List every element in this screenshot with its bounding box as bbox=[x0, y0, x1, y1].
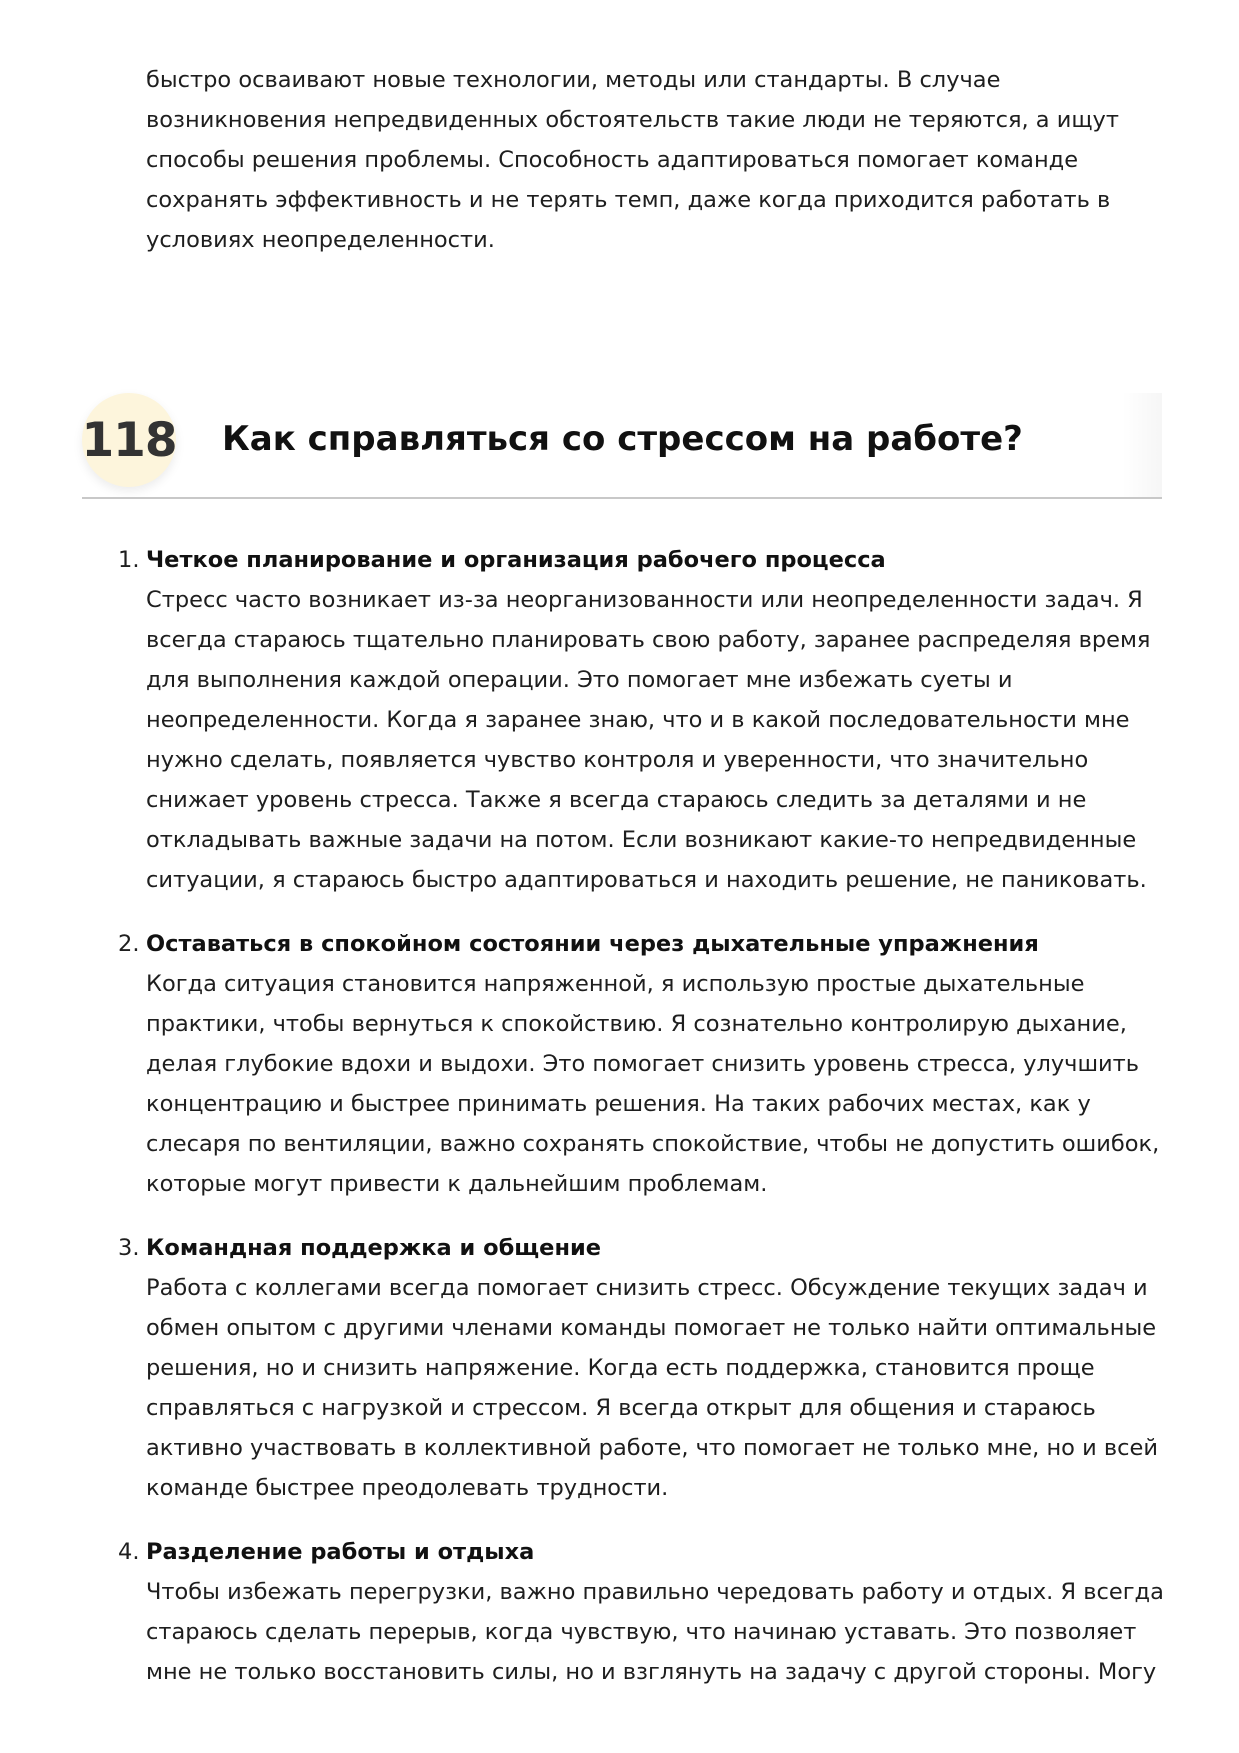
list-item-number: 2. bbox=[118, 931, 140, 957]
list-item bbox=[118, 1228, 1168, 1508]
section-header bbox=[82, 393, 1162, 501]
list-item-body: Чтобы избежать перегрузки, важно правильно чередовать работу и отдых. Я всегда стараюсь сделать перерыв, когда чувствую, что начинаю уставать. Это позволяет мне не только восстановить силы, но и взглянуть на задачу с другой стороны. Могу bbox=[146, 1579, 1164, 1685]
list-item-body: Работа с коллегами всегда помогает снизить стресс. Обсуждение текущих задач и обмен опытом с другими членами команды помогает не только найти оптимальные решения, но и снизить напряжение. Когда есть поддержка, становится проще справляться с нагрузкой и стрессом. Я всегда открыт для общения и стараюсь активно участвовать в коллективной работе, что помогает не только мне, но и всей команде быстрее преодолевать трудности. bbox=[146, 1275, 1158, 1501]
list-item bbox=[118, 1532, 1168, 1692]
list-item-heading: Разделение работы и отдыха bbox=[146, 1539, 535, 1565]
list-item-heading: Командная поддержка и общение bbox=[146, 1235, 602, 1261]
header-shadow bbox=[1122, 393, 1162, 497]
list-item-number: 4. bbox=[118, 1539, 140, 1565]
question-number-badge: 118 bbox=[82, 393, 176, 487]
list-item-heading: Оставаться в спокойном состоянии через дыхательные упражнения bbox=[146, 931, 1039, 957]
list-item bbox=[118, 540, 1168, 900]
section-title: Как справляться со стрессом на работе? bbox=[222, 419, 1023, 459]
list-item-body: Когда ситуация становится напряженной, я использую простые дыхательные практики, чтобы вернуться к спокойствию. Я сознательно контролирую дыхание, делая глубокие вдохи и выдохи. Это помогает снизить уровень стресса, улучшить концентрацию и быстрее принимать решения. На таких рабочих местах, как у слесаря по вентиляции, важно сохранять спокойствие, чтобы не допустить ошибок, которые могут привести к дальнейшим проблемам. bbox=[146, 971, 1160, 1197]
list-item bbox=[118, 924, 1168, 1204]
list-item-heading: Четкое планирование и организация рабочего процесса bbox=[146, 547, 886, 573]
intro-paragraph: быстро осваивают новые технологии, методы или стандарты. В случае возникновения непредвиденных обстоятельств такие люди не теряются, а ищут способы решения проблемы. Способность адаптироваться помогает команде сохранять эффективность и не терять темп, даже когда приходится работать в условиях неопределенности. bbox=[146, 67, 1119, 253]
section-divider bbox=[82, 497, 1162, 499]
answer-list bbox=[118, 540, 1168, 1716]
list-item-body: Стресс часто возникает из-за неорганизованности или неопределенности задач. Я всегда стараюсь тщательно планировать свою работу, заранее распределяя время для выполнения каждой операции. Это помогает мне избежать суеты и неопределенности. Когда я заранее знаю, что и в какой последовательности мне нужно сделать, появляется чувство контроля и уверенности, что значительно снижает уровень стресса. Также я всегда стараюсь следить за деталями и не откладывать важные задачи на потом. Если возникают какие-то непредвиденные ситуации, я стараюсь быстро адаптироваться и находить решение, не паниковать. bbox=[146, 587, 1151, 893]
list-item-number: 3. bbox=[118, 1235, 140, 1261]
list-item-number: 1. bbox=[118, 547, 140, 573]
